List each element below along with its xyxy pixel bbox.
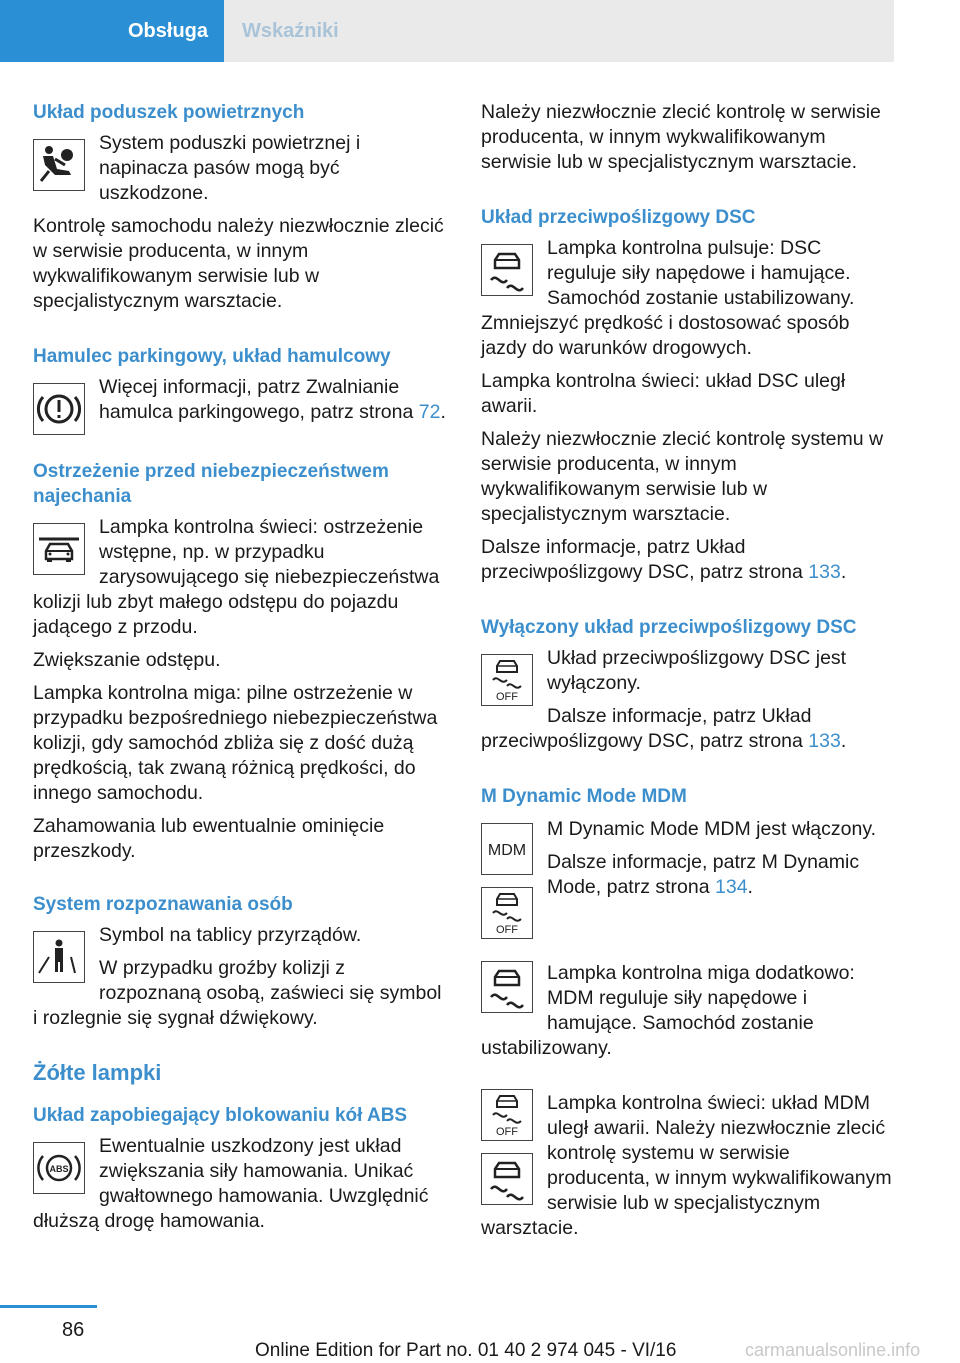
airbag-text-1: System poduszki powietrznej i napinacza pasów mogą być uszkodzone. <box>99 132 361 204</box>
collision-text-4: Zahamowania lub ewentualnie ominięcie przeszkody. <box>33 815 385 862</box>
car-collision-icon <box>33 523 85 575</box>
parking-brake-text: Więcej informacji, patrz Zwalnianie hamulca parkingowego, patrz strona 72. <box>99 376 446 423</box>
section-title-dsc: Układ przeciwpoślizgowy DSC <box>481 207 756 228</box>
section-title-person-detection: System rozpoznawania osób <box>33 894 293 915</box>
page-number: 86 <box>62 1319 85 1341</box>
page-link-134[interactable]: 134 <box>715 876 748 898</box>
mdm-flash-text: Lampka kontrolna miga dodatkowo: MDM reguluje siły napędowe i hamujące. Samochód zostanie ustabilizowany. <box>481 962 855 1059</box>
dsc-icon <box>481 244 533 296</box>
airbag-text-2: Kontrolę samochodu należy niezwłocznie zlecić w serwisie producenta, w innym wykwalifikowanym serwisie lub w specjalistycznym warsztacie. <box>33 215 444 312</box>
tab-wskazniki[interactable]: Wskaźniki <box>224 0 894 62</box>
service-text: Należy niezwłocznie zlecić kontrolę w serwisie producenta, w innym wykwalifikowanym serwisie lub w specjalistycznym warsztacie. <box>481 101 881 173</box>
dsc-text-2: Lampka kontrolna świeci: układ DSC uległ awarii. <box>481 370 846 417</box>
page-link-133[interactable]: 133 <box>808 561 841 583</box>
mdm-icon-stack <box>481 823 537 939</box>
dsc-icon-mdm-flash <box>481 961 533 1013</box>
watermark: carmanualsonline.info <box>745 1340 921 1360</box>
dsc-off-icon-failure <box>481 1089 533 1141</box>
collision-text-1: Lampka kontrolna świeci: ostrzeżenie wstępne, np. w przypadku zarysowującego się niebezpieczeństwa kolizji lub zbyt małego odstępu do pojazdu jadącego z przodu. <box>33 516 440 638</box>
parking-brake-text-main: Więcej informacji, patrz Zwalnianie hamulca parkingowego, patrz strona <box>99 376 419 423</box>
section-title-dsc-off: Wyłączony układ przeciwpoślizgowy DSC <box>481 617 857 638</box>
brake-warning-icon <box>33 383 85 435</box>
mdm-icon-label: MDM <box>487 842 527 859</box>
tab-obsluga[interactable]: Obsługa <box>0 0 224 62</box>
section-title-airbag: Układ poduszek powietrznych <box>33 102 305 123</box>
section-title-abs: Układ zapobiegający blokowaniu kół ABS <box>33 1105 408 1126</box>
dsc-text-4: Dalsze informacje, patrz Układ przeciwpoślizgowy DSC, patrz strona 133. <box>481 536 847 583</box>
abs-icon <box>33 1142 85 1194</box>
dsc-icon-failure <box>481 1153 533 1205</box>
section-title-mdm: M Dynamic Mode MDM <box>481 786 687 807</box>
person-text-2: W przypadku groźby kolizji z rozpoznaną osobą, zaświeci się symbol i rozlegnie się sygnał dźwiękowy. <box>33 957 442 1029</box>
page-link-72[interactable]: 72 <box>418 401 441 423</box>
dsc-text-4-main: Dalsze informacje, patrz Układ przeciwpoślizgowy DSC, patrz strona <box>481 536 809 583</box>
mdm-text-1: M Dynamic Mode MDM jest włączony. <box>547 818 877 840</box>
page-link-133-b[interactable]: 133 <box>808 730 841 752</box>
mdm-failure-text: Lampka kontrolna świeci: układ MDM uległ awarii. Należy niezwłocznie zlecić kontrolę systemu w serwisie producenta, w innym wykwalifikowanym serwisie lub w specjalistycznym warsztacie. <box>481 1092 892 1239</box>
page-header <box>0 0 960 62</box>
mdm-failure-icon-stack <box>481 1089 537 1205</box>
mdm-icon <box>481 823 533 875</box>
section-title-collision-warning: Ostrzeżenie przed niebezpieczeństwem najechania <box>33 461 389 507</box>
right-column <box>481 100 894 1249</box>
dsc-off-text-2-main: Dalsze informacje, patrz Układ przeciwpoślizgowy DSC, patrz strona <box>481 705 812 752</box>
dsc-off-icon-label: OFF <box>496 691 518 703</box>
dsc-off-text-1: Układ przeciwpoślizgowy DSC jest wyłączony. <box>547 647 847 694</box>
section-title-parking-brake: Hamulec parkingowy, układ hamulcowy <box>33 346 391 367</box>
dsc-text-1: Lampka kontrolna pulsuje: DSC reguluje siły napędowe i hamujące. Samochód zostanie ustabilizowany. Zmniejszyć prędkość i dostosować sposób jazdy do warunków drogowych. <box>481 237 855 359</box>
abs-text: Ewentualnie uszkodzony jest układ zwiększania siły hamowania. Unikać gwałtownego hamowania. Uwzględnić dłuższą drogę hamowania. <box>33 1135 429 1232</box>
mdm-off-icon-label: OFF <box>496 924 518 936</box>
mdm-text-2: Dalsze informacje, patrz M Dynamic Mode, patrz strona 134. <box>547 851 860 898</box>
collision-text-2: Zwiększanie odstępu. <box>33 649 221 671</box>
collision-text-3: Lampka kontrolna miga: pilne ostrzeżenie w przypadku bezpośredniego niebezpieczeństwa kolizji, gdy samochód zbliża się z dość dużą prędkością, tak zwaną różnicą prędkości, do innego samochodu. <box>33 682 438 804</box>
person-text-1: Symbol na tablicy przyrządów. <box>99 924 362 946</box>
left-column <box>33 100 447 1242</box>
section-title-yellow-lights: Żółte lampki <box>33 1060 162 1085</box>
dsc-off-icon-mdm <box>481 887 533 939</box>
pedestrian-icon <box>33 931 85 983</box>
mdm-text-2-main: Dalsze informacje, patrz M Dynamic Mode, patrz strona <box>547 851 860 898</box>
dsc-off-icon <box>481 654 533 706</box>
dsc-text-3: Należy niezwłocznie zlecić kontrolę systemu w serwisie producenta, w innym wykwalifikowanym serwisie lub w specjalistycznym warsztacie. <box>481 428 884 525</box>
footer-accent-line <box>0 1305 97 1308</box>
airbag-warning-icon <box>33 139 85 191</box>
edition-text: Online Edition for Part no. 01 40 2 974 045 - VI/16 <box>255 1340 677 1361</box>
abs-icon-label: ABS <box>49 1164 69 1174</box>
failure-off-icon-label: OFF <box>496 1126 518 1138</box>
dsc-off-text-2: Dalsze informacje, patrz Układ przeciwpoślizgowy DSC, patrz strona 133. <box>481 705 847 752</box>
